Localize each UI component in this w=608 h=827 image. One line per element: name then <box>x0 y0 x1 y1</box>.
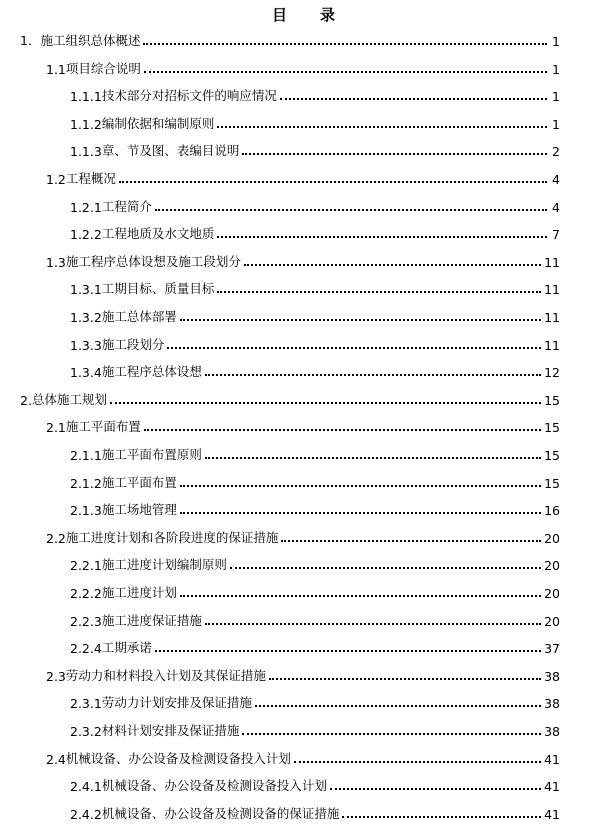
toc-leader-dots <box>144 429 541 431</box>
toc-entry-number: 2.3.1 <box>70 696 102 712</box>
toc-leader-dots <box>155 209 547 211</box>
toc-entry-number: 1.3.4 <box>70 365 102 381</box>
toc-entry[interactable] <box>70 110 560 132</box>
toc-leader-dots <box>255 705 541 707</box>
toc-entry-page-number: 1 <box>552 89 560 105</box>
toc-entry[interactable] <box>20 27 560 49</box>
toc-entry-label: 施工进度计划编制原则 <box>101 557 227 573</box>
toc-entry-label: 工期承诺 <box>101 640 152 656</box>
toc-entry-page-number: 20 <box>544 530 560 546</box>
toc-entry[interactable] <box>46 165 560 187</box>
toc-entry-page-number: 7 <box>552 227 560 243</box>
toc-entry-label: 总体施工规划 <box>31 391 107 407</box>
toc-entry[interactable] <box>46 55 560 77</box>
toc-entry-page-number: 11 <box>544 337 560 353</box>
toc-leader-dots <box>242 153 547 155</box>
toc-leader-dots <box>143 43 547 45</box>
toc-entry[interactable] <box>70 689 560 711</box>
toc-entry-page-number: 20 <box>544 586 560 601</box>
toc-entry[interactable] <box>70 717 560 739</box>
toc-leader-dots <box>180 595 541 597</box>
toc-entry-label: 施工进度计划和各阶段进度的保证措施 <box>65 529 279 545</box>
toc-entry-page-number: 41 <box>544 806 560 822</box>
toc-entry-number: 2.2 <box>46 530 66 546</box>
toc-entry-number: 2.1.3 <box>70 503 102 519</box>
toc-leader-dots <box>242 733 541 735</box>
toc-entry-number: 2.2.1 <box>70 558 102 574</box>
toc-entry[interactable] <box>46 413 560 435</box>
toc-entry-page-number: 15 <box>544 475 560 491</box>
toc-entry-number: 1.1.2 <box>70 116 102 132</box>
toc-entry-number: 2.2.3 <box>70 613 102 629</box>
toc-entry-label: 施工平面布置 <box>65 419 141 435</box>
toc-entry-number: 2.4 <box>46 751 66 767</box>
toc-entry-page-number: 41 <box>544 779 560 795</box>
toc-entry-number: 1.2.1 <box>70 199 102 215</box>
toc-entry[interactable] <box>70 358 560 380</box>
toc-leader-dots <box>110 402 541 404</box>
toc-entry-label: 机械设备、办公设备及检测设备投入计划 <box>65 750 291 766</box>
toc-entry-number: 2.2.2 <box>70 586 102 601</box>
toc-entry-label: 劳动力和材料投入计划及其保证措施 <box>65 667 266 683</box>
toc-entry-label: 工期目标、质量目标 <box>101 281 215 297</box>
toc-entry-page-number: 38 <box>544 668 560 684</box>
toc-entry-label: 施工进度计划 <box>101 585 177 600</box>
toc-entry-page-number: 11 <box>544 310 560 325</box>
toc-entry-page-number: 20 <box>544 558 560 574</box>
toc-entry-page-number: 1 <box>552 34 560 49</box>
toc-entry[interactable] <box>70 82 560 104</box>
toc-entry-number: 2.4.1 <box>70 779 102 795</box>
toc-entry-number: 2. <box>20 392 32 408</box>
toc-entry-page-number: 38 <box>544 724 560 739</box>
toc-entry[interactable] <box>70 331 560 353</box>
toc-entry[interactable] <box>70 441 560 463</box>
toc-entry-label: 施工平面布置 <box>101 474 177 490</box>
toc-entry[interactable] <box>70 634 560 656</box>
toc-entry-number: 1.1.3 <box>70 144 102 160</box>
toc-entry-label: 技术部分对招标文件的响应情况 <box>101 88 277 104</box>
toc-leader-dots <box>269 678 541 680</box>
toc-entry-number: 2.3 <box>46 668 66 684</box>
toc-entry-page-number: 41 <box>544 751 560 767</box>
toc-entry[interactable] <box>46 248 560 270</box>
toc-entry-label: 章、节及图、表编目说明 <box>101 143 240 159</box>
toc-entry-page-number: 15 <box>544 420 560 436</box>
toc-entry-number: 1.2 <box>46 172 66 187</box>
toc-leader-dots <box>330 788 541 790</box>
toc-entry-page-number: 1 <box>552 61 560 77</box>
toc-leader-dots <box>180 512 541 514</box>
toc-entry-page-number: 4 <box>552 172 560 187</box>
toc-entry-label: 施工组织总体概述 <box>40 33 141 48</box>
toc-entry-page-number: 12 <box>544 365 560 381</box>
toc-entry-number: 1.3.1 <box>70 282 102 298</box>
toc-entry[interactable] <box>70 551 560 573</box>
toc-leader-dots <box>205 623 541 625</box>
toc-entry-page-number: 38 <box>544 696 560 712</box>
toc-entry-label: 机械设备、办公设备及检测设备投入计划 <box>101 778 327 794</box>
toc-entry[interactable] <box>20 386 560 408</box>
toc-entry-page-number: 15 <box>544 392 560 408</box>
toc-entry-label: 项目综合说明 <box>65 60 141 76</box>
toc-entry-page-number: 1 <box>552 116 560 132</box>
toc-entry-page-number: 20 <box>544 613 560 629</box>
toc-entry[interactable] <box>70 496 560 518</box>
toc-entry-label: 工程简介 <box>101 198 152 214</box>
toc-entry-label: 材料计划安排及保证措施 <box>101 723 240 738</box>
toc-entry-number: 1.3 <box>46 254 66 270</box>
toc-leader-dots <box>217 291 541 293</box>
toc-entry-label: 施工程序总体设想 <box>101 364 202 380</box>
toc-entry[interactable] <box>70 275 560 297</box>
toc-entry[interactable] <box>70 469 560 491</box>
toc-entry-label: 施工进度保证措施 <box>101 612 202 628</box>
toc-entry-label: 施工程序总体设想及施工段划分 <box>65 253 241 269</box>
toc-leader-dots <box>280 98 547 100</box>
toc-entry-page-number: 37 <box>544 641 560 657</box>
toc-entry[interactable] <box>70 220 560 242</box>
toc-leader-dots <box>205 374 541 376</box>
toc-entry-page-number: 15 <box>544 448 560 463</box>
toc-entry-number: 1.1 <box>46 61 66 77</box>
toc-leader-dots <box>119 181 547 183</box>
toc-entry[interactable] <box>70 579 560 601</box>
toc-entry-label: 施工段划分 <box>101 336 165 352</box>
toc-entry-number: 2.1 <box>46 420 66 436</box>
toc-entry-number: 2.3.2 <box>70 724 102 739</box>
toc-entry-number: 1.1.1 <box>70 89 102 105</box>
toc-entry-label: 施工场地管理 <box>101 502 177 518</box>
toc-entry-number: 1.3.3 <box>70 337 102 353</box>
toc-entry-label: 编制依据和编制原则 <box>101 115 215 131</box>
toc-leader-dots <box>342 816 541 818</box>
toc-entry[interactable] <box>46 662 560 684</box>
toc-leader-dots <box>230 567 541 569</box>
toc-leader-dots <box>167 347 541 349</box>
toc-entry-page-number: 2 <box>552 144 560 160</box>
toc-entry[interactable] <box>70 137 560 159</box>
toc-entry-page-number: 11 <box>544 254 560 270</box>
toc-leader-dots <box>180 319 541 321</box>
toc-entry[interactable] <box>70 303 560 325</box>
toc-entry-label: 劳动力计划安排及保证措施 <box>101 695 252 711</box>
toc-entry[interactable] <box>70 772 560 794</box>
toc-entry-page-number: 16 <box>544 503 560 519</box>
toc-entry-label: 施工平面布置原则 <box>101 447 202 462</box>
toc-entry[interactable] <box>46 745 560 767</box>
toc-entry-number: 1.3.2 <box>70 310 102 325</box>
toc-entry-page-number: 11 <box>544 282 560 298</box>
toc-entry-label: 机械设备、办公设备及检测设备的保证措施 <box>101 805 340 821</box>
toc-leader-dots <box>294 761 541 763</box>
toc-leader-dots <box>217 126 547 128</box>
toc-entry-label: 工程概况 <box>65 171 116 186</box>
toc-entry-label: 工程地质及水文地质 <box>101 226 215 242</box>
toc-entry[interactable] <box>46 524 560 546</box>
toc-entry[interactable] <box>70 607 560 629</box>
toc-entry-number: 1． <box>20 33 41 48</box>
toc-entry-number: 1.2.2 <box>70 227 102 243</box>
toc-entry[interactable] <box>70 193 560 215</box>
toc-entry[interactable] <box>70 800 560 822</box>
toc-entry-number: 2.1.1 <box>70 448 102 463</box>
toc-leader-dots <box>144 71 547 73</box>
toc-entry-number: 2.1.2 <box>70 475 102 491</box>
toc-entry-page-number: 4 <box>552 199 560 215</box>
toc-leader-dots <box>244 264 541 266</box>
page-title: 目 录 <box>271 6 336 24</box>
toc-leader-dots <box>281 540 541 542</box>
toc-entry-number: 2.2.4 <box>70 641 102 657</box>
toc-leader-dots <box>180 485 541 487</box>
toc-leader-dots <box>155 650 541 652</box>
toc-entry-number: 2.4.2 <box>70 806 102 822</box>
toc-leader-dots <box>205 457 541 459</box>
toc-leader-dots <box>217 236 547 238</box>
toc-entry-label: 施工总体部署 <box>101 309 177 324</box>
